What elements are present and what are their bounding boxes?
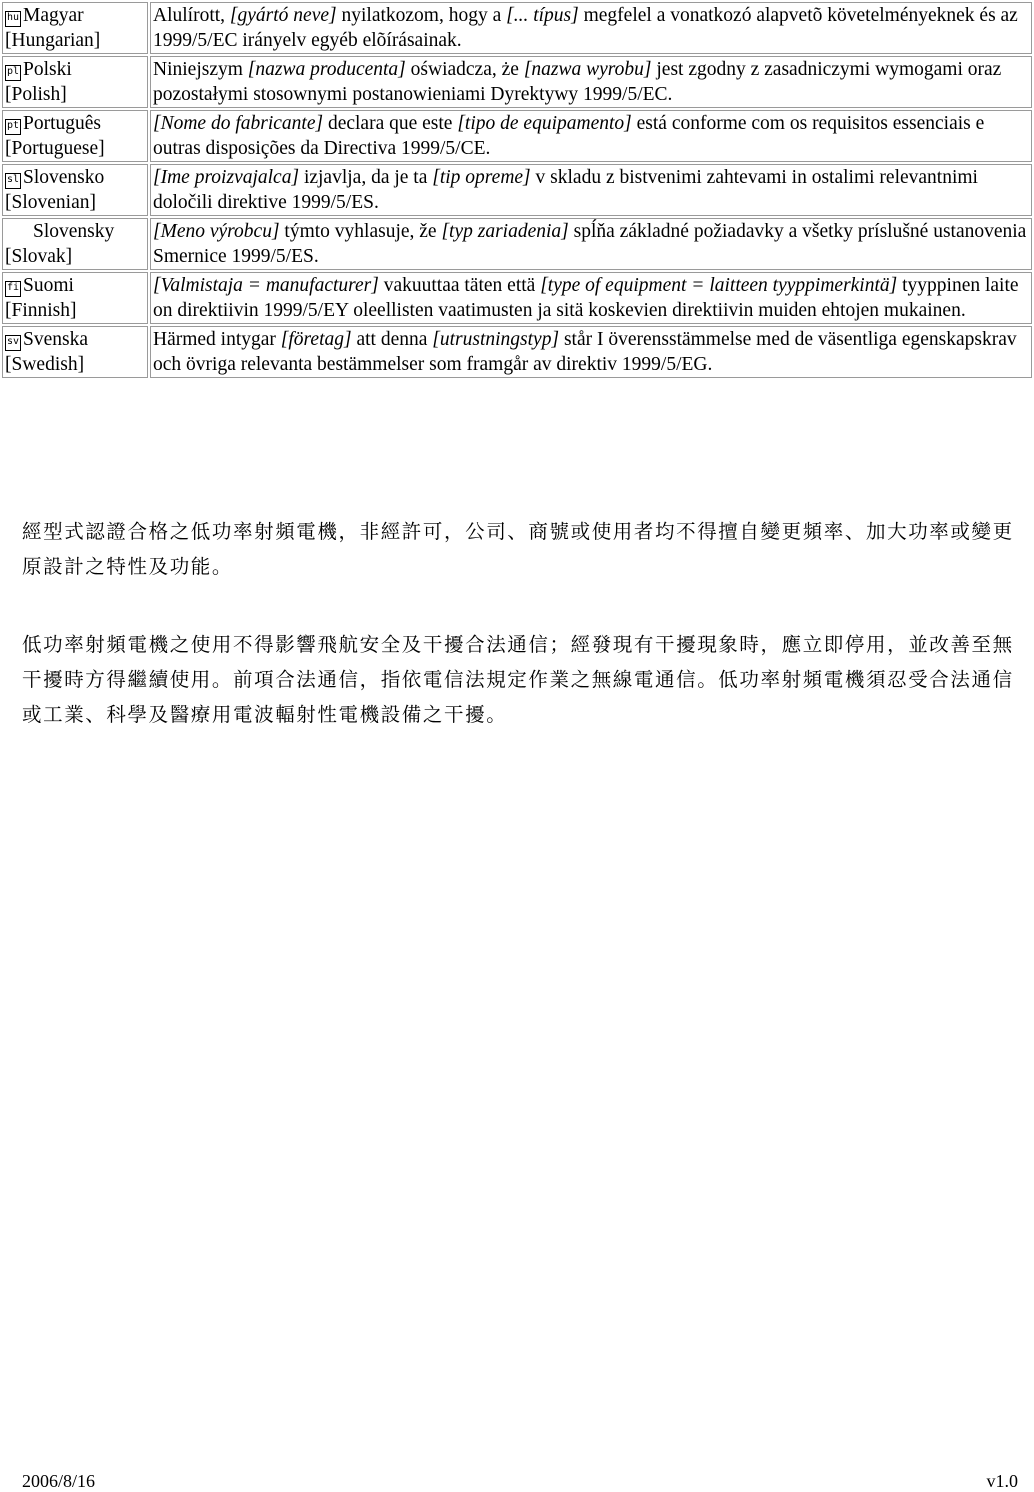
- declaration-rows: [2, 2, 1032, 378]
- placeholder-text: [Valmistaja = manufacturer]: [153, 275, 379, 296]
- language-english-name: [Hungarian]: [5, 30, 101, 51]
- placeholder-text: [nazwa producenta]: [247, 59, 406, 80]
- language-cell: [2, 326, 148, 378]
- language-name: Polski: [23, 59, 72, 80]
- placeholder-text: [nazwa wyrobu]: [523, 59, 652, 80]
- placeholder-text: [företag]: [280, 329, 352, 350]
- declaration-table: [0, 0, 1034, 380]
- declaration-fragment: está conforme com os requisitos essenciais e outras disposições da Directiva 1999/5/CE.: [153, 113, 985, 159]
- declaration-fragment: Alulírott,: [153, 5, 230, 26]
- language-name: Svenska: [23, 329, 88, 350]
- language-name: Slovensko: [23, 167, 105, 188]
- footer-version: v1.0: [986, 1471, 1018, 1491]
- language-flag-icon: hu: [5, 11, 21, 27]
- placeholder-text: [Ime proizvajalca]: [153, 167, 300, 188]
- language-english-name: [Portuguese]: [5, 138, 105, 159]
- declaration-fragment: tyyppinen laite on direktiivin 1999/5/EY oleellisten vaatimusten ja sitä koskevien direktiivin muiden ehtojen mukainen.: [153, 275, 1019, 321]
- declaration-text: [150, 326, 1032, 378]
- declaration-fragment: megfelel a vonatkozó alapvetõ követelményeknek és az 1999/5/EC irányelv egyéb elõírásainak.: [153, 5, 1018, 51]
- language-english-name: [Polish]: [5, 84, 67, 105]
- declaration-text: [150, 110, 1032, 162]
- language-name: Magyar: [23, 5, 84, 26]
- footer-date: 2006/8/16: [22, 1471, 96, 1491]
- placeholder-text: [type of equipment = laitteen tyyppimerkintä]: [540, 275, 898, 296]
- declaration-fragment: declara que este: [323, 113, 458, 134]
- table-row: [2, 110, 1032, 162]
- declaration-fragment: týmto vyhlasuje, že: [279, 221, 442, 242]
- language-english-name: [Slovak]: [5, 246, 73, 267]
- language-cell: [2, 110, 148, 162]
- declaration-fragment: Niniejszym: [153, 59, 248, 80]
- table-row: [2, 56, 1032, 108]
- placeholder-text: [typ zariadenia]: [441, 221, 569, 242]
- table-row: [2, 2, 1032, 54]
- language-name: Português: [23, 113, 101, 134]
- declaration-text: [150, 56, 1032, 108]
- table-row: [2, 218, 1032, 270]
- language-name: Slovensky: [33, 221, 115, 242]
- declaration-text: [150, 2, 1032, 54]
- declaration-fragment: vakuuttaa täten että: [378, 275, 541, 296]
- placeholder-text: [tip opreme]: [432, 167, 531, 188]
- declaration-fragment: nyilatkozom, hogy a: [336, 5, 507, 26]
- language-cell: [2, 218, 148, 270]
- language-cell: [2, 272, 148, 324]
- declaration-fragment: jest zgodny z zasadniczymi wymogami oraz pozostałymi stosownymi postanowieniami Dyrektywy 1999/5/EC.: [153, 59, 1002, 105]
- table-row: [2, 326, 1032, 378]
- language-cell: [2, 164, 148, 216]
- language-cell: [2, 56, 148, 108]
- language-flag-icon: pl: [5, 65, 21, 81]
- declaration-fragment: står I överensstämmelse med de väsentliga egenskapskrav och övriga relevanta bestämmelser som framgår av direktiv 1999/5/EG.: [153, 329, 1017, 375]
- language-cell: [2, 2, 148, 54]
- declaration-fragment: spĺňa základné požiadavky a všetky príslušné ustanovenia Smernice 1999/5/ES.: [153, 221, 1027, 267]
- placeholder-text: [gyártó neve]: [229, 5, 337, 26]
- declaration-text: [150, 164, 1032, 216]
- language-flag-icon: fi: [5, 281, 21, 297]
- table-row: [2, 272, 1032, 324]
- declaration-fragment: v skladu z bistvenimi zahtevami in ostalimi relevantnimi določili direktive 1999/5/ES.: [153, 167, 978, 213]
- declaration-fragment: oświadcza, że: [405, 59, 524, 80]
- language-flag-icon: pt: [5, 119, 21, 135]
- language-english-name: [Swedish]: [5, 354, 85, 375]
- ncc-statement-paragraph-1: 經型式認證合格之低功率射頻電機，非經許可，公司、商號或使用者均不得擅自變更頻率、加大功率或變更原設計之特性及功能。: [22, 520, 1014, 578]
- declaration-text: [150, 218, 1032, 270]
- placeholder-text: [Meno výrobcu]: [153, 221, 280, 242]
- declaration-text: [150, 272, 1032, 324]
- placeholder-text: [Nome do fabricante]: [153, 113, 324, 134]
- placeholder-text: [utrustningstyp]: [432, 329, 560, 350]
- language-flag-icon: sv: [5, 335, 21, 351]
- declaration-fragment: izjavlja, da je ta: [299, 167, 433, 188]
- placeholder-text: [tipo de equipamento]: [457, 113, 632, 134]
- table-row: [2, 164, 1032, 216]
- declaration-fragment: Härmed intygar: [153, 329, 281, 350]
- language-name: Suomi: [23, 275, 74, 296]
- language-english-name: [Finnish]: [5, 300, 77, 321]
- language-flag-icon: [5, 220, 31, 236]
- ncc-statement-paragraph-2: 低功率射頻電機之使用不得影響飛航安全及干擾合法通信；經發現有干擾現象時，應立即停用，並改善至無干擾時方得繼續使用。前項合法通信，指依電信法規定作業之無線電通信。低功率射頻電機須忍受合法通信或工業、科學及醫療用電波輻射性電機設備之干擾。: [22, 633, 1014, 726]
- declaration-fragment: att denna: [351, 329, 433, 350]
- placeholder-text: [... típus]: [506, 5, 579, 26]
- language-flag-icon: sl: [5, 173, 21, 189]
- language-english-name: [Slovenian]: [5, 192, 96, 213]
